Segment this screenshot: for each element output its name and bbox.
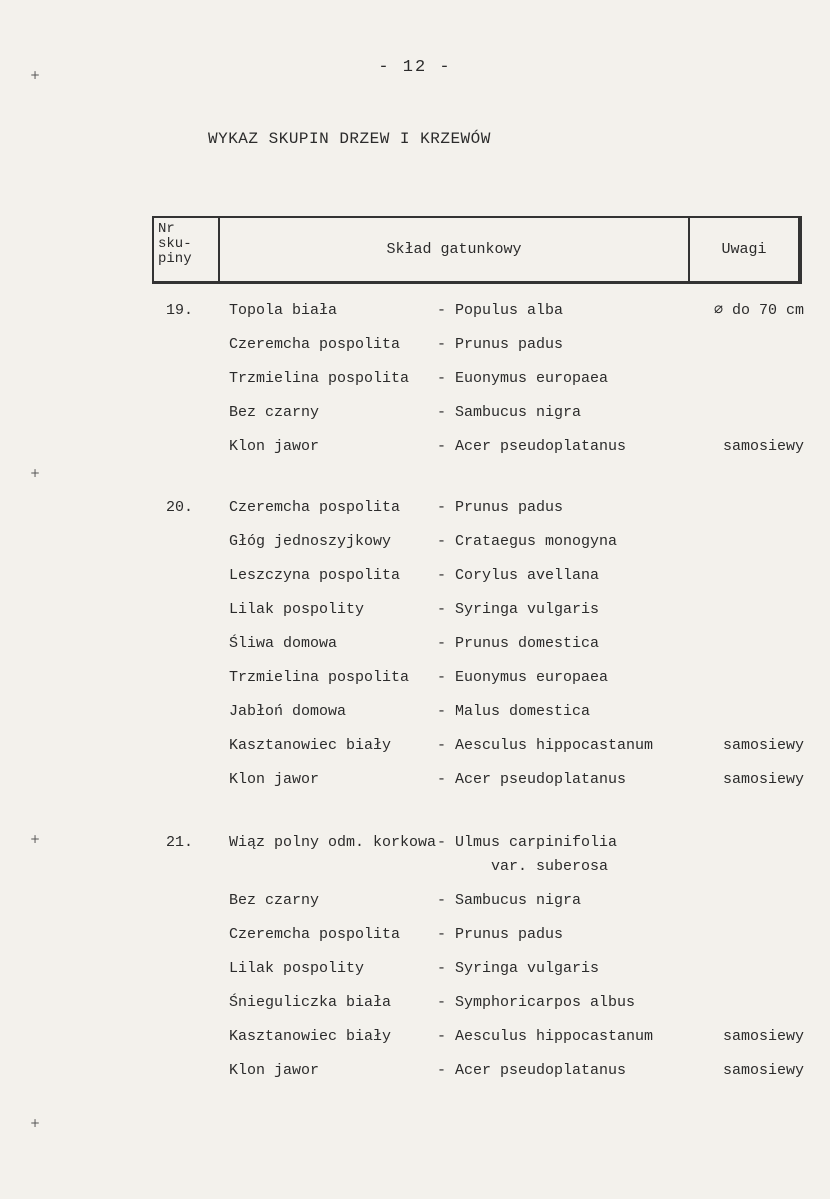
punch-mark-icon: + xyxy=(30,1116,41,1130)
table-row xyxy=(0,701,830,723)
table-row-continuation xyxy=(0,856,830,878)
polish-name: Kasztanowiec biały xyxy=(229,1028,392,1045)
note: ∅ do 70 cm xyxy=(713,302,804,319)
table-row xyxy=(0,633,830,655)
latin-name: - Acer pseudoplatanus xyxy=(437,771,627,788)
header-col-species: Skład gatunkowy xyxy=(220,218,690,281)
page-title: WYKAZ SKUPIN DRZEW I KRZEWÓW xyxy=(208,130,491,148)
polish-name: Trzmielina pospolita xyxy=(229,370,410,387)
table-row xyxy=(0,334,830,356)
table-row xyxy=(0,958,830,980)
note: samosiewy xyxy=(722,771,804,788)
polish-name: Bez czarny xyxy=(229,892,320,909)
note: samosiewy xyxy=(722,1062,804,1079)
table-row xyxy=(0,497,830,519)
table-header xyxy=(152,216,802,284)
table-row xyxy=(0,531,830,553)
polish-name: Klon jawor xyxy=(229,1062,320,1079)
polish-name: Topola biała xyxy=(229,302,338,319)
header-col-number: Nr sku- piny xyxy=(154,218,220,281)
latin-name: - Ulmus carpinifolia xyxy=(437,834,618,851)
polish-name: Śliwa domowa xyxy=(229,635,338,652)
latin-name: - Aesculus hippocastanum xyxy=(437,1028,654,1045)
punch-mark-icon: + xyxy=(30,466,41,480)
latin-name: - Acer pseudoplatanus xyxy=(437,438,627,455)
polish-name: Czeremcha pospolita xyxy=(229,926,401,943)
latin-name: - Euonymus europaea xyxy=(437,669,609,686)
table-row xyxy=(0,565,830,587)
latin-name: - Aesculus hippocastanum xyxy=(437,737,654,754)
polish-name: Czeremcha pospolita xyxy=(229,336,401,353)
table-row xyxy=(0,890,830,912)
table-row xyxy=(0,769,830,791)
latin-name: - Acer pseudoplatanus xyxy=(437,1062,627,1079)
latin-name: - Syringa vulgaris xyxy=(437,960,600,977)
polish-name: Lilak pospolity xyxy=(229,960,365,977)
table-row xyxy=(0,667,830,689)
polish-name: Głóg jednoszyjkowy xyxy=(229,533,392,550)
polish-name: Śnieguliczka biała xyxy=(229,994,392,1011)
latin-name: - Sambucus nigra xyxy=(437,404,582,421)
latin-name: - Prunus domestica xyxy=(437,635,600,652)
polish-name: Trzmielina pospolita xyxy=(229,669,410,686)
polish-name: Klon jawor xyxy=(229,438,320,455)
table-row xyxy=(0,735,830,757)
latin-name: - Corylus avellana xyxy=(437,567,600,584)
polish-name: Jabłoń domowa xyxy=(229,703,347,720)
latin-name: - Populus alba xyxy=(437,302,564,319)
polish-name: Kasztanowiec biały xyxy=(229,737,392,754)
table-row xyxy=(0,832,830,854)
table-row xyxy=(0,599,830,621)
group-number: 21. xyxy=(166,834,194,851)
note: samosiewy xyxy=(722,438,804,455)
group-number: 19. xyxy=(166,302,194,319)
table-row xyxy=(0,924,830,946)
note: samosiewy xyxy=(722,737,804,754)
latin-name: - Crataegus monogyna xyxy=(437,533,618,550)
latin-name: - Symphoricarpos albus xyxy=(437,994,636,1011)
table-row xyxy=(0,992,830,1014)
polish-name: Klon jawor xyxy=(229,771,320,788)
polish-name: Czeremcha pospolita xyxy=(229,499,401,516)
table-row xyxy=(0,1060,830,1082)
table-row xyxy=(0,1026,830,1048)
table-row xyxy=(0,436,830,458)
polish-name: Leszczyna pospolita xyxy=(229,567,401,584)
table-row xyxy=(0,402,830,424)
header-col-notes: Uwagi xyxy=(721,241,767,258)
group-number: 20. xyxy=(166,499,194,516)
polish-name: Wiąz polny odm. korkowa xyxy=(229,834,437,851)
table-row xyxy=(0,300,830,322)
latin-name: - Sambucus nigra xyxy=(437,892,582,909)
punch-mark-icon: + xyxy=(30,68,41,82)
polish-name: Bez czarny xyxy=(229,404,320,421)
punch-mark-icon: + xyxy=(30,832,41,846)
table-row xyxy=(0,368,830,390)
latin-name: - Syringa vulgaris xyxy=(437,601,600,618)
page-number: - 12 - xyxy=(378,58,452,77)
latin-name-variety: var. suberosa xyxy=(491,858,609,875)
latin-name: - Euonymus europaea xyxy=(437,370,609,387)
latin-name: - Malus domestica xyxy=(437,703,591,720)
latin-name: - Prunus padus xyxy=(437,336,564,353)
polish-name: Lilak pospolity xyxy=(229,601,365,618)
note: samosiewy xyxy=(722,1028,804,1045)
latin-name: - Prunus padus xyxy=(437,499,564,516)
latin-name: - Prunus padus xyxy=(437,926,564,943)
